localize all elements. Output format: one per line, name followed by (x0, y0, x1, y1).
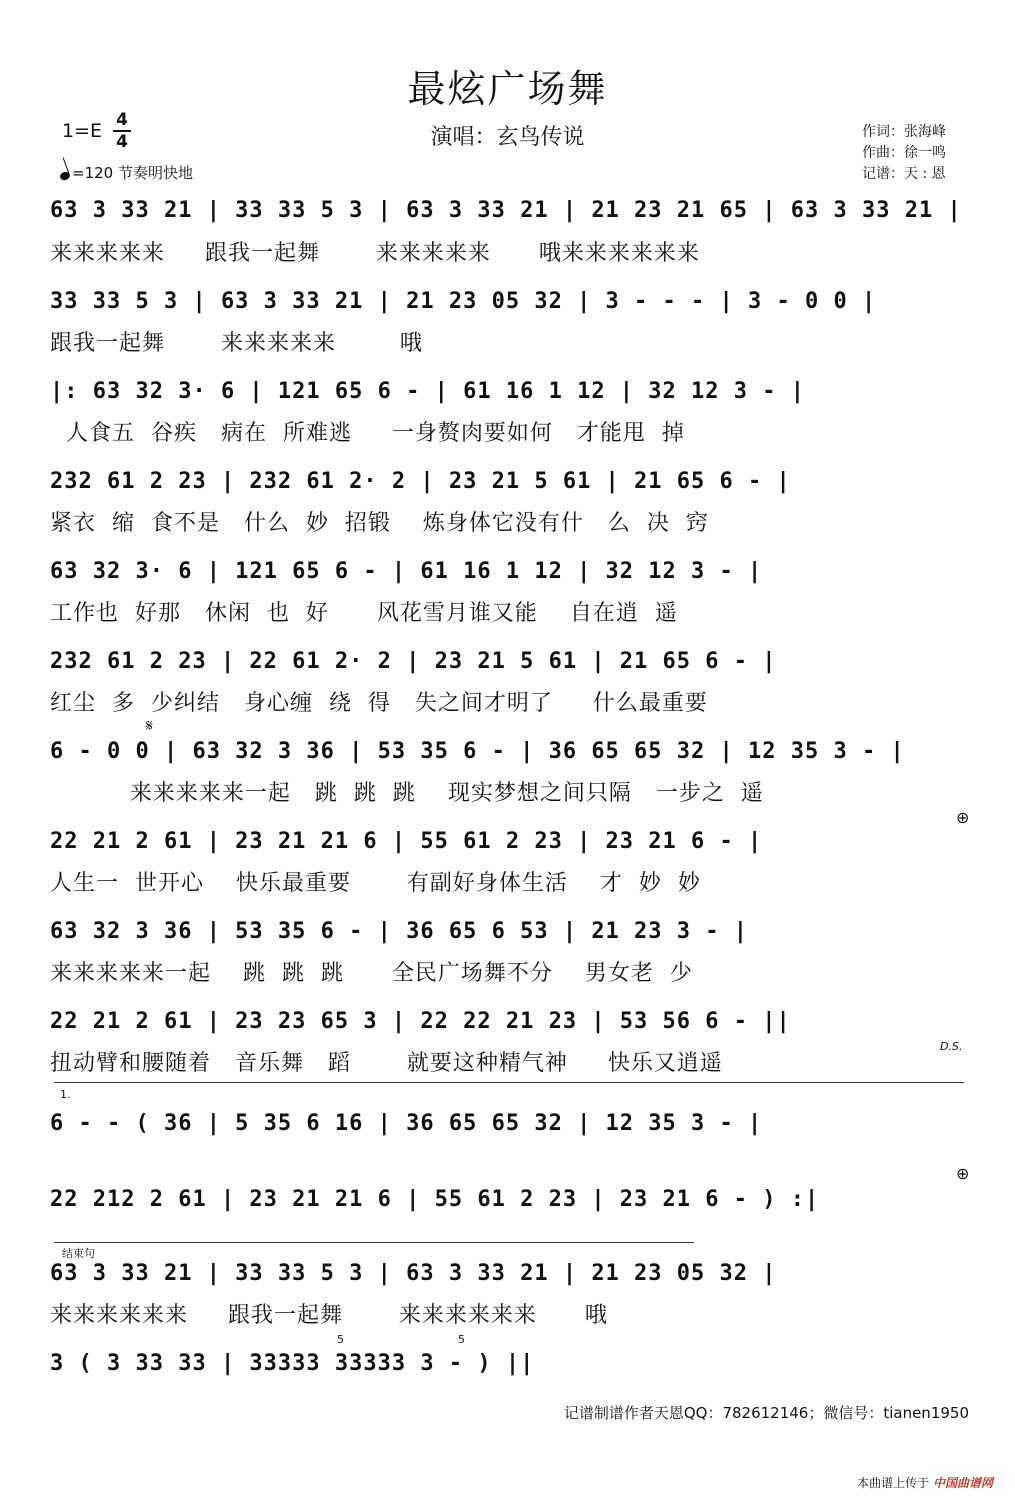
notation-row-13: 63 3 33 21 | 33 33 5 3 | 63 3 33 21 | 21 23 05 32 | (50, 1261, 777, 1286)
coda-icon-2: ⊕ (956, 1164, 970, 1183)
coda-icon: ⊕ (956, 808, 970, 827)
time-sig-top: 4 (116, 110, 128, 130)
tempo-text: =120 节奏明快地 (72, 164, 193, 182)
site-logo: 中国曲谱网 (932, 1476, 993, 1490)
lyricist: 作词：张海峰 (862, 124, 946, 140)
notation-row-4: 232 61 2 23 | 232 61 2· 2 | 23 21 5 61 | 21 65 6 - | (50, 469, 791, 494)
tuplet-label-2: 5 (458, 1333, 465, 1346)
lyrics-row-3: 人食五 谷疾 病在 所难逃 一身赘肉要如何 才能甩 掉 (50, 421, 685, 446)
notation-row-3: |: 63 32 3· 6 | 121 65 6 - | 61 16 1 12 | 32 12 3 - | (50, 379, 805, 404)
composer: 作曲：徐一鸣 (862, 145, 946, 161)
time-sig-bottom: 4 (113, 130, 131, 152)
lyrics-row-5: 工作也 好那 休闲 也 好 风花雪月谁又能 自在逍 遥 (50, 601, 678, 626)
notation-row-6: 232 61 2 23 | 22 61 2· 2 | 23 21 5 61 | 21 65 6 - | (50, 649, 777, 674)
coda-bracket-line (54, 1242, 694, 1243)
tuplet-label-1: 5 (337, 1333, 344, 1346)
lyrics-row-1: 来来来来来 跟我一起舞 来来来来来 哦来来来来来来 (50, 241, 700, 266)
tempo-marking (60, 162, 193, 183)
upload-text: 本曲谱上传于 (857, 1476, 930, 1490)
notation-row-2: 33 33 5 3 | 63 3 33 21 | 21 23 05 32 | 3 - - - | 3 - 0 0 | (50, 289, 877, 314)
notation-row-8: 22 21 2 61 | 23 21 21 6 | 55 61 2 23 | 23 21 6 - | (50, 829, 763, 854)
lyrics-row-10: 扭动臂和腰随着 音乐舞 蹈 就要这种精气神 快乐又逍遥 (50, 1051, 723, 1076)
notation-row-10: 22 21 2 61 | 23 23 65 3 | 22 22 21 23 | 53 56 6 - || (50, 1009, 791, 1034)
notation-row-5: 63 32 3· 6 | 121 65 6 - | 61 16 1 12 | 32 12 3 - | (50, 559, 763, 584)
upload-credit (857, 1474, 993, 1491)
first-ending-label: 1. (60, 1088, 71, 1101)
performer: 演唱：玄鸟传说 (430, 125, 585, 150)
quarter-note-icon (59, 171, 71, 182)
lyrics-row-9: 来来来来来一起 跳 跳 跳 全民广场舞不分 男女老 少 (50, 961, 693, 986)
ending-bracket-line (54, 1082, 964, 1083)
transcriber-contact: 记谱制谱作者天恩QQ：782612146；微信号：tianen1950 (563, 1404, 969, 1422)
key-signature: 1=E (62, 120, 103, 142)
lyrics-row-6: 红尘 多 少纠结 身心缠 绕 得 失之间才明了 什么最重要 (50, 691, 708, 716)
notation-row-7: 6 - 0 0 | 63 32 3 36 | 53 35 6 - | 36 65 65 32 | 12 35 3 - | (50, 739, 905, 764)
transcriber: 记谱：天 : 恩 (862, 166, 946, 182)
lyrics-row-13: 来来来来来来 跟我一起舞 来来来来来来 哦 (50, 1303, 608, 1328)
notation-row-1: 63 3 33 21 | 33 33 5 3 | 63 3 33 21 | 21 23 21 65 | 63 3 33 21 | (50, 198, 962, 223)
notation-row-9: 63 32 3 36 | 53 35 6 - | 36 65 6 53 | 21 23 3 - | (50, 919, 749, 944)
lyrics-row-2: 跟我一起舞 来来来来来 哦 (50, 331, 423, 356)
lyrics-row-8: 人生一 世开心 快乐最重要 有副好身体生活 才 妙 妙 (50, 871, 701, 896)
lyrics-row-4: 紧衣 缩 食不是 什么 妙 招锻 炼身体它没有什 么 决 窍 (50, 511, 709, 536)
coda-section-label: 结束句 (62, 1247, 95, 1260)
song-title: 最炫广场舞 (407, 67, 608, 111)
ds-marking: D.S. (940, 1040, 963, 1053)
notation-row-12: 22 212 2 61 | 23 21 21 6 | 55 61 2 23 | 23 21 6 - ) :| (50, 1187, 820, 1212)
segno-icon: 𝄋 (146, 716, 153, 735)
notation-row-14: 3 ( 3 33 33 | 33333 33333 3 - ) || (50, 1351, 535, 1376)
credits (862, 122, 946, 185)
notation-row-11: 6 - - ( 36 | 5 35 6 16 | 36 65 65 32 | 12 35 3 - | (50, 1111, 763, 1136)
lyrics-row-7: 来来来来来一起 跳 跳 跳 现实梦想之间只隔 一步之 遥 (50, 781, 764, 806)
